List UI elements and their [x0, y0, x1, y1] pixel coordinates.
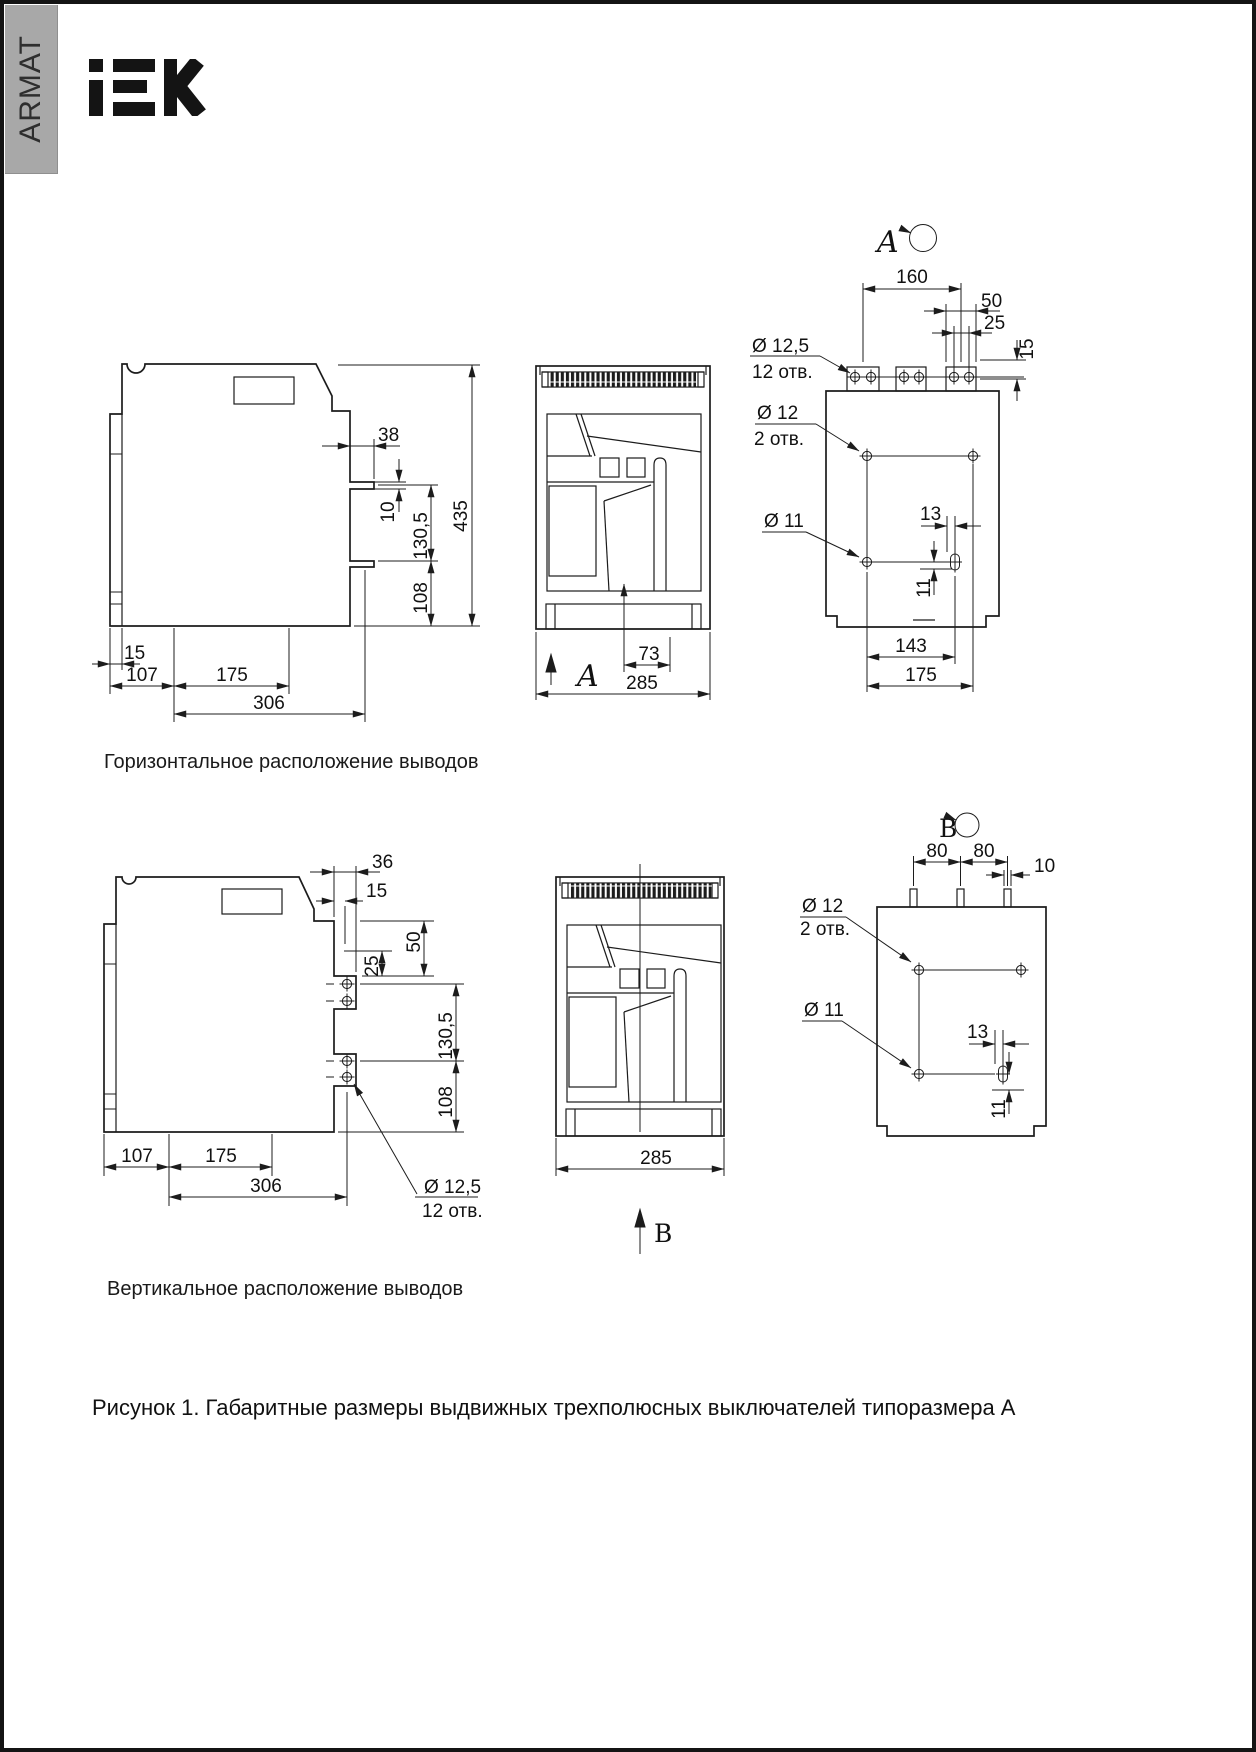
dim-108: 108 [411, 582, 432, 614]
rear-view-a-horizontal [750, 225, 1038, 693]
rating-plate-area-2 [569, 997, 616, 1087]
dim-306: 306 [253, 693, 285, 714]
indicator-window [627, 458, 645, 477]
front-view-horizontal [536, 366, 710, 700]
dim-73: 73 [638, 644, 660, 665]
dim-80-a: 80 [926, 841, 948, 862]
dim-130-5-2: 130,5 [436, 1012, 457, 1060]
dim-306-2: 306 [250, 1176, 282, 1197]
view-a-mark-circle [910, 225, 937, 252]
caption-vertical: Вертикальное расположение выводов [107, 1278, 464, 1300]
terminal-tab [1004, 889, 1011, 907]
hole-label-12-5-2: Ø 12,5 [424, 1177, 482, 1198]
rating-plate-area [549, 486, 596, 576]
dim-13: 13 [920, 504, 942, 525]
dim-10-2: 10 [1034, 856, 1056, 877]
indicator-window-2 [620, 969, 639, 988]
front-panel [547, 414, 701, 591]
technical-drawing [4, 4, 1256, 1752]
dim-15: 15 [124, 643, 146, 664]
dim-107: 107 [126, 665, 158, 686]
caption-horizontal: Горизонтальное расположение выводов [104, 751, 479, 773]
breaker-front-outline [536, 366, 710, 629]
view-b-arrow-label: В [654, 1219, 673, 1248]
front-view-vertical [556, 864, 724, 1254]
dim-11-2: 11 [989, 1099, 1010, 1119]
hole-count-12-5: 12 отв. [752, 362, 813, 383]
dim-11: 11 [914, 578, 935, 598]
dim-435: 435 [451, 500, 472, 532]
dim-175-2: 175 [205, 1146, 237, 1167]
dim-13-2: 13 [967, 1022, 989, 1043]
ventilation-grille [550, 373, 696, 387]
hole-label-11-2: Ø 11 [804, 1000, 844, 1021]
hole-label-12-5: Ø 12,5 [752, 336, 810, 357]
nameplate [234, 377, 294, 404]
dim-108-2: 108 [436, 1086, 457, 1118]
dim-50-2: 50 [404, 931, 425, 953]
dim-38: 38 [378, 425, 400, 446]
hole-count-12-5-2: 12 отв. [422, 1201, 483, 1222]
view-b-mark-label: В [939, 814, 958, 843]
view-a-mark-label: A [877, 225, 899, 260]
breaker-rear-outline-2 [877, 907, 1046, 1136]
ventilation-grille-2 [570, 884, 712, 898]
dim-80-b: 80 [973, 841, 995, 862]
side-view-vertical [104, 852, 483, 1222]
terminal-tab [957, 889, 964, 907]
hole-label-12: Ø 12 [757, 403, 799, 424]
breaker-side-outline [110, 364, 374, 626]
hole-count-12-2: 2 отв. [800, 919, 851, 940]
side-view-horizontal [92, 364, 480, 722]
dim-175-rear: 175 [905, 665, 937, 686]
figure-caption: Рисунок 1. Габаритные размеры выдвижных трехполюсных выключателей типоразмера А [92, 1395, 1016, 1420]
dim-160: 160 [896, 267, 928, 288]
nameplate-2 [222, 889, 282, 914]
dim-15-2: 15 [366, 881, 388, 902]
dim-15-rear: 15 [1017, 338, 1038, 360]
dim-10: 10 [378, 501, 399, 523]
breaker-side-outline-2 [104, 877, 356, 1132]
terminal-tab [910, 889, 917, 907]
terminal-pad [896, 367, 926, 391]
terminal-pad [847, 367, 879, 391]
view-b-mark-circle [955, 813, 979, 837]
armat-label: ARMAT [14, 35, 47, 143]
hole-label-11: Ø 11 [764, 511, 804, 532]
view-a-arrow-label: A [577, 659, 599, 694]
hole-count-12: 2 отв. [754, 429, 805, 450]
dim-107-2: 107 [121, 1146, 153, 1167]
dim-50: 50 [981, 291, 1003, 312]
dim-143: 143 [895, 636, 927, 657]
dim-25: 25 [984, 313, 1006, 334]
dim-130-5: 130,5 [411, 512, 432, 560]
terminal-pad [946, 367, 976, 391]
indicator-window [600, 458, 619, 477]
hole-label-12-2: Ø 12 [802, 896, 844, 917]
dim-25-2: 25 [362, 955, 383, 977]
dim-36: 36 [372, 852, 394, 873]
rear-view-b-vertical [800, 813, 1055, 1136]
indicator-window-2 [647, 969, 665, 988]
front-panel-2 [567, 925, 721, 1102]
dim-285: 285 [626, 673, 658, 694]
dim-285-2: 285 [640, 1148, 672, 1169]
dim-175: 175 [216, 665, 248, 686]
